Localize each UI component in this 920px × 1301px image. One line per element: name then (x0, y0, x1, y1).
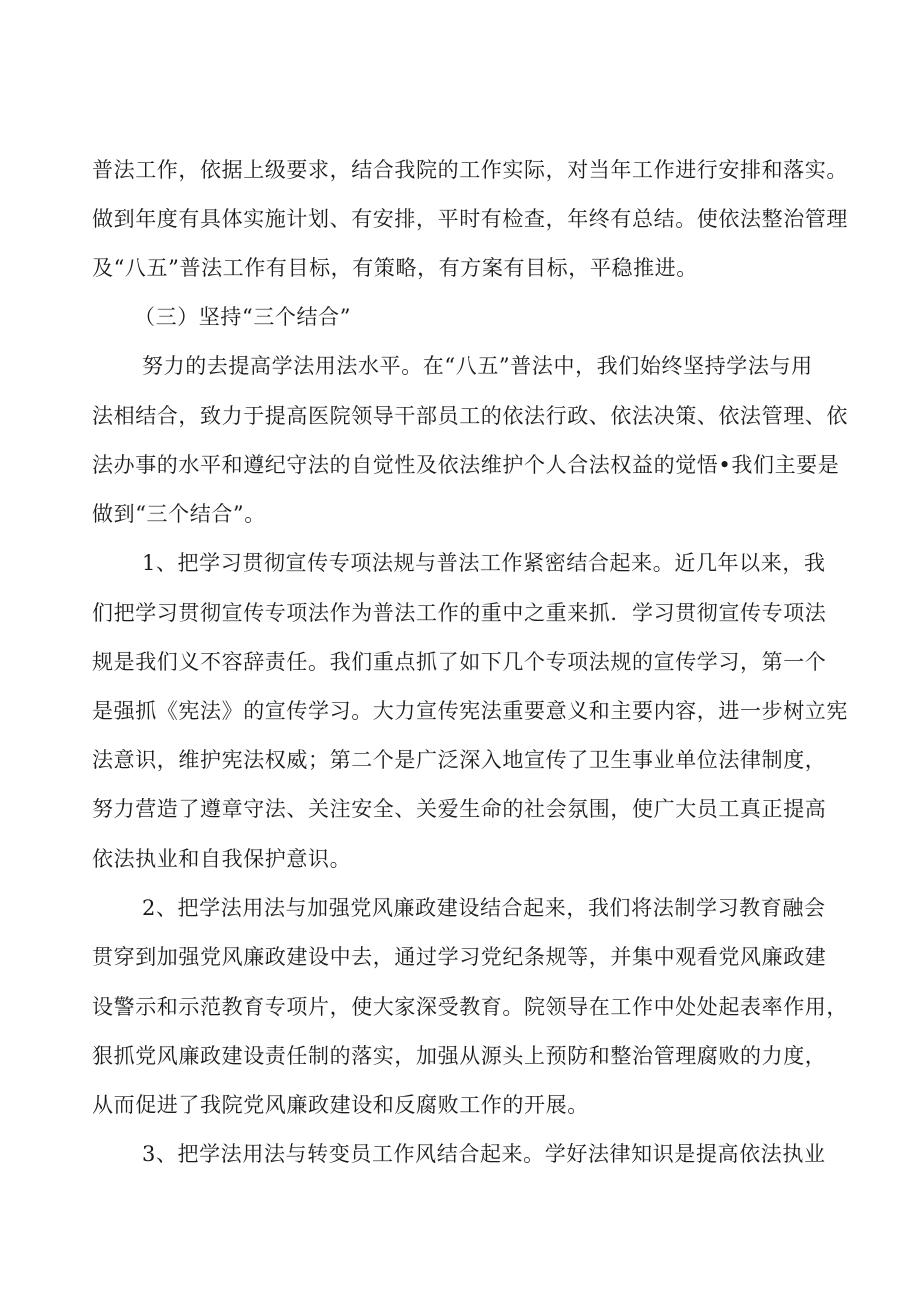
body-line: 普法工作，依据上级要求，结合我院的工作实际，对当年工作进行安排和落实。 (92, 158, 848, 182)
body-line: 依法执业和自我保护意识。 (92, 847, 352, 871)
body-line: 努力营造了遵章守法、关注安全、关爱生命的社会氛围，使广大员工真正提高 (92, 797, 827, 821)
body-line: 从而促进了我院党风廉政建设和反腐败工作的开展。 (92, 1093, 589, 1117)
body-line: 是强抓《宪法》的宣传学习。大力宣传宪法重要意义和主要内容，进一步树立宪 (92, 699, 848, 723)
body-line: 及“八五”普法工作有目标，有策略，有方案有目标，平稳推进。 (92, 256, 698, 280)
body-line: 努力的去提高学法用法水平。在“八五”普法中，我们始终坚持学法与用 (142, 354, 813, 378)
body-line: 贯穿到加强党风廉政建设中去，通过学习党纪条规等，并集中观看党风廉政建 (92, 945, 827, 969)
body-line: 规是我们义不容辞责任。我们重点抓了如下几个专项法规的宣传学习，第一个 (92, 650, 827, 674)
body-line: 狠抓党风廉政建设责任制的落实，加强从源头上预防和整治管理腐败的力度， (92, 1044, 827, 1068)
body-line: 3、把学法用法与转变员工作风结合起来。学好法律知识是提高依法执业 (142, 1142, 826, 1166)
body-line: 做到“三个结合”。 (92, 502, 266, 526)
body-line: 1、把学习贯彻宣传专项法规与普法工作紧密结合起来。近几年以来，我 (142, 551, 826, 575)
body-line: 2、把学法用法与加强党风廉政建设结合起来，我们将法制学习教育融会 (142, 896, 826, 920)
body-line: 法意识，维护宪法权威；第二个是广泛深入地宣传了卫生事业单位法律制度， (92, 748, 827, 772)
section-heading: （三）坚持“三个结合” (134, 305, 352, 329)
body-line: 法相结合，致力于提高医院领导干部员工的依法行政、依法决策、依法管理、依 (92, 404, 848, 428)
body-line: 做到年度有具体实施计划、有安排，平时有检查，年终有总结。使依法整治管理 (92, 207, 848, 231)
body-line: 法办事的水平和遵纪守法的自觉性及依法维护个人合法权益的觉悟•我们主要是 (92, 453, 840, 477)
body-line: 设警示和示范教育专项片，使大家深受教育。院领导在工作中处处起表率作用， (92, 995, 848, 1019)
body-line: 们把学习贯彻宣传专项法作为普法工作的重中之重来抓．学习贯彻宣传专项法 (92, 601, 827, 625)
